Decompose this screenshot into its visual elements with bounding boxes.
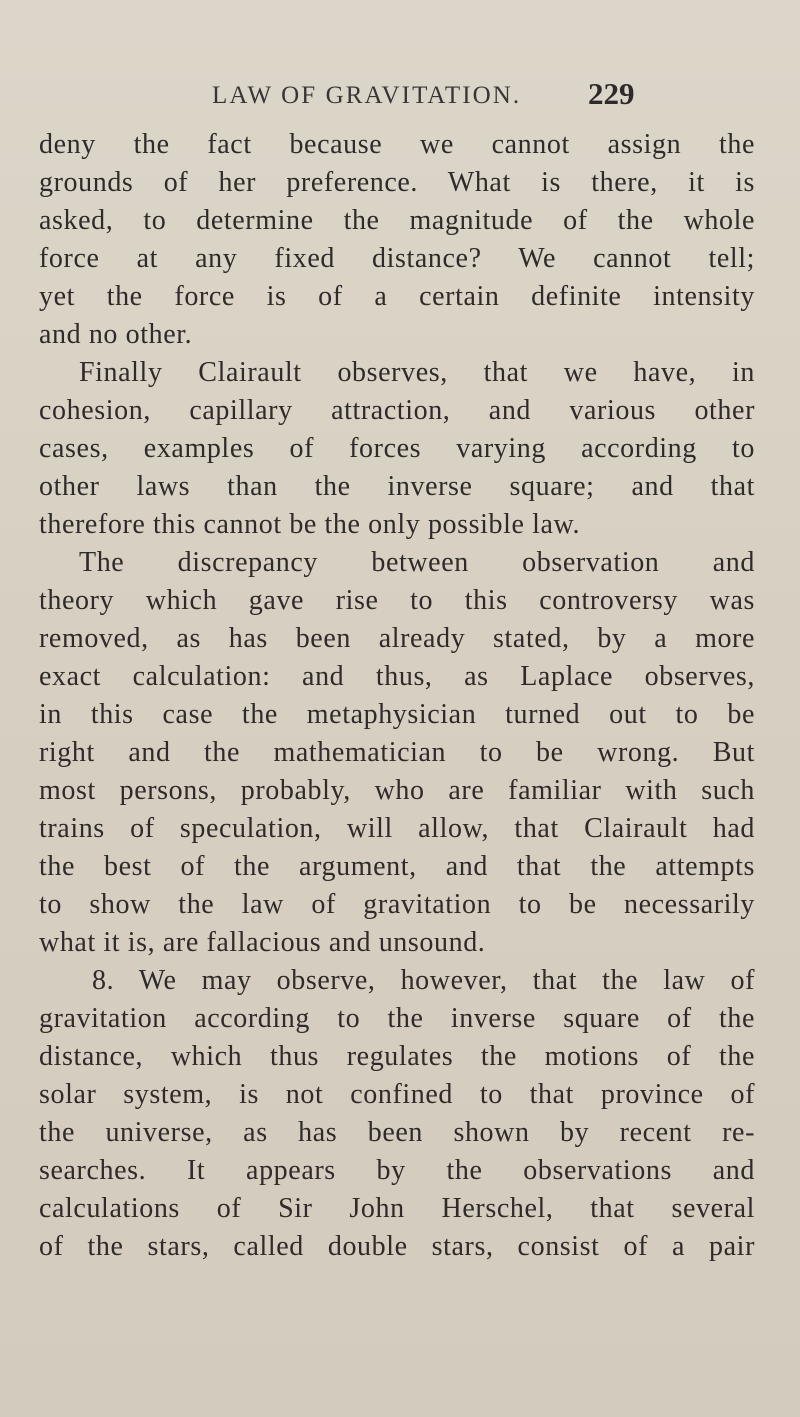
text-line: and no other. — [39, 319, 193, 350]
text-line: gravitation according to the inverse square of the — [39, 1003, 755, 1034]
text-line: 8. We may observe, however, that the law of — [92, 965, 755, 996]
text-line: deny the fact because we cannot assign the — [39, 129, 755, 160]
text-line: trains of speculation, will allow, that Clairault had — [39, 813, 755, 844]
text-line: yet the force is of a certain definite intensity — [39, 281, 755, 312]
text-line: other laws than the inverse square; and that — [39, 471, 755, 502]
text-line: grounds of her preference. What is there, it is — [39, 167, 755, 198]
text-line: what it is, are fallacious and unsound. — [39, 927, 486, 958]
text-line: distance, which thus regulates the motions of the — [39, 1041, 755, 1072]
text-line: theory which gave rise to this controversy was — [39, 585, 755, 616]
running-title: LAW OF GRAVITATION. — [212, 82, 522, 109]
text-line: solar system, is not confined to that province of — [39, 1079, 755, 1110]
text-line: therefore this cannot be the only possible law. — [39, 509, 581, 540]
body-text — [39, 126, 755, 1346]
text-line: asked, to determine the magnitude of the whole — [39, 205, 755, 236]
text-line: calculations of Sir John Herschel, that several — [39, 1193, 755, 1224]
text-line: cases, examples of forces varying according to — [39, 433, 755, 464]
text-line: Finally Clairault observes, that we have, in — [79, 357, 755, 388]
running-head — [0, 76, 800, 118]
text-line: removed, as has been already stated, by a more — [39, 623, 755, 654]
text-line: to show the law of gravitation to be necessarily — [39, 889, 755, 920]
text-line: most persons, probably, who are familiar with such — [39, 775, 755, 806]
text-line: force at any fixed distance? We cannot tell; — [39, 243, 755, 274]
text-line: cohesion, capillary attraction, and various other — [39, 395, 755, 426]
text-line: the best of the argument, and that the attempts — [39, 851, 755, 882]
text-line: exact calculation: and thus, as Laplace observes, — [39, 661, 755, 692]
text-line: the universe, as has been shown by recent re- — [39, 1117, 755, 1148]
text-line: The discrepancy between observation and — [79, 547, 755, 578]
text-line: in this case the metaphysician turned out to be — [39, 699, 755, 730]
text-line: searches. It appears by the observations and — [39, 1155, 755, 1186]
text-line: of the stars, called double stars, consist of a pair — [39, 1231, 755, 1262]
page-number: 229 — [588, 76, 635, 111]
text-line: right and the mathematician to be wrong. But — [39, 737, 755, 768]
